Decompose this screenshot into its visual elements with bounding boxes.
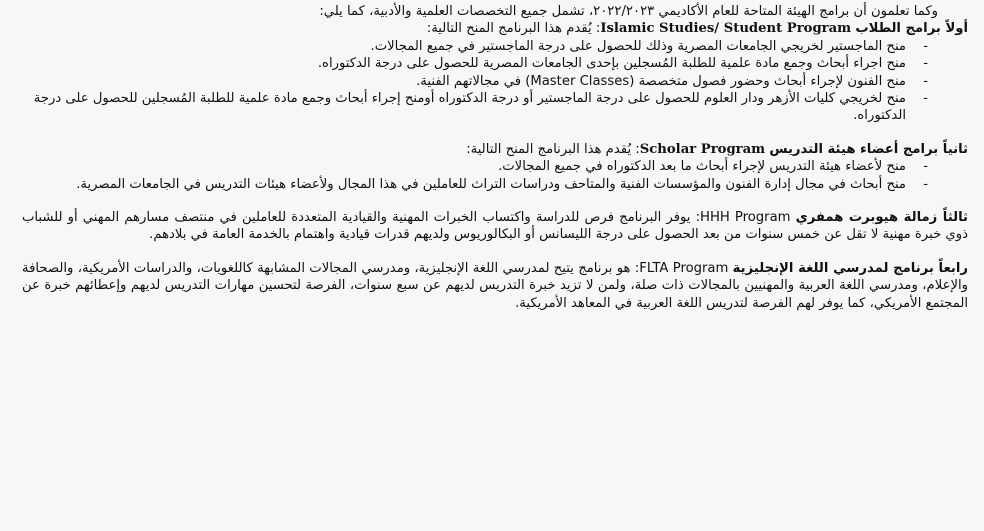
section-body: : يوفر البرنامج فرص للدراسة واكتساب الخبرات المهنية والقيادية المتعددة للعاملين في منتصف مسارهم المهني أو للشباب ذوي خبرة مهنية لا تقل عن خمس سنوات من بعد الحصول على درجة الليسانس أو البكالوريوس ولديهم قدرات قيادية واهتمام بالخدمة العامة في بلادهم. (22, 210, 968, 243)
bullet-dash: - (923, 38, 928, 54)
list-item (22, 38, 928, 55)
section-heading-tail: : يُقدم هذا البرنامج المنح التالية: (426, 21, 601, 37)
bullet-dash: - (923, 176, 928, 192)
grant-list (22, 158, 968, 193)
bullet-dash: - (923, 56, 928, 72)
section-scholar-program (22, 141, 968, 193)
section-heading-tail: : يُقدم هذا البرنامج المنح التالية: (466, 141, 640, 157)
grant-list (22, 38, 968, 125)
list-item-text: منح أبحاث في مجال إدارة الفنون والمؤسسات الفنية والمتاحف ودراسات التراث للعاملين في هذا المجال ولأعضاء هيئات التدريس في الجامعات المصرية. (76, 176, 906, 192)
section-hhh-program (22, 209, 968, 244)
section-heading-arabic: ثالثاً زمالة هيوبرت همفري (795, 210, 968, 226)
section-student-program (22, 20, 968, 124)
list-item-text: منح لخريجي كليات الأزهر ودار العلوم للحصول على درجة الماجستير أو درجة الدكتوراه أومنح إجراء أبحاث وجمع مادة علمية للطلبة المُسجلين للحصول على درجة الدكتوراه. (33, 91, 906, 124)
list-item (22, 73, 928, 90)
list-item (22, 176, 928, 193)
bullet-dash: - (923, 91, 928, 107)
section-heading-english: FLTA Program (639, 260, 729, 276)
list-item-text: منح الماجستير لخريجي الجامعات المصرية وذلك للحصول على درجة الماجستير في جميع المجالات. (370, 38, 906, 54)
list-item (22, 55, 928, 72)
section-body: : هو برنامج يتيح لمدرسي اللغة الإنجليزية، ومدرسي المجالات المشابهة كاللغويات، والدراسات الأمريكية، والصحافة والإعلام، ومدرسي اللغة العربية والمهنيين بالمجالات ذات صلة، ولمن لا تزيد خبرة التدريس لديهم عن سبع سنوات، الفرصة لتحسين مهارات التدريس لديهم وإعطائهم خبرة عن المجتمع الأمريكي، كما يوفر لهم الفرصة لتدريس اللغة العربية في المعاهد الأمريكية. (22, 260, 968, 311)
section-heading-english: HHH Program (700, 210, 791, 226)
section-heading (22, 20, 968, 37)
section-heading-arabic: ثانياً برامج أعضاء هيئة التدريس (769, 141, 968, 157)
list-item-text: منح لأعضاء هيئة التدريس لإجراء أبحاث ما بعد الدكتوراه في جميع المجالات. (498, 159, 906, 175)
section-flta-program (22, 260, 968, 312)
section-heading-english: Islamic Studies/ Student Program (600, 21, 852, 37)
bullet-dash: - (923, 73, 928, 89)
list-item (22, 158, 928, 175)
section-heading-arabic: رابعاً برنامج لمدرسي اللغة الإنجليزية (732, 260, 968, 276)
section-paragraph (22, 260, 968, 312)
list-item-text: منح اجراء أبحاث وجمع مادة علمية للطلبة المُسجلين بإحدى الجامعات المصرية للحصول على درجة الدكتوراه. (317, 56, 906, 72)
intro-paragraph: وكما تعلمون أن برامج الهيئة المتاحة للعام الأكاديمي ٢٠٢٢/٢٠٢٣، تشمل جميع التخصصات العلمية والأدبية، كما يلي: (319, 4, 938, 19)
bullet-dash: - (923, 159, 928, 175)
list-item-text: منح الفنون لإجراء أبحاث وحضور فصول متخصصة (Master Classes) في مجالاتهم الفنية. (416, 73, 906, 89)
list-item (22, 90, 928, 125)
section-heading-arabic: أولاً برامج الطلاب (855, 21, 968, 37)
section-heading (22, 141, 968, 158)
section-paragraph (22, 209, 968, 244)
section-heading-english: Scholar Program (639, 141, 766, 157)
